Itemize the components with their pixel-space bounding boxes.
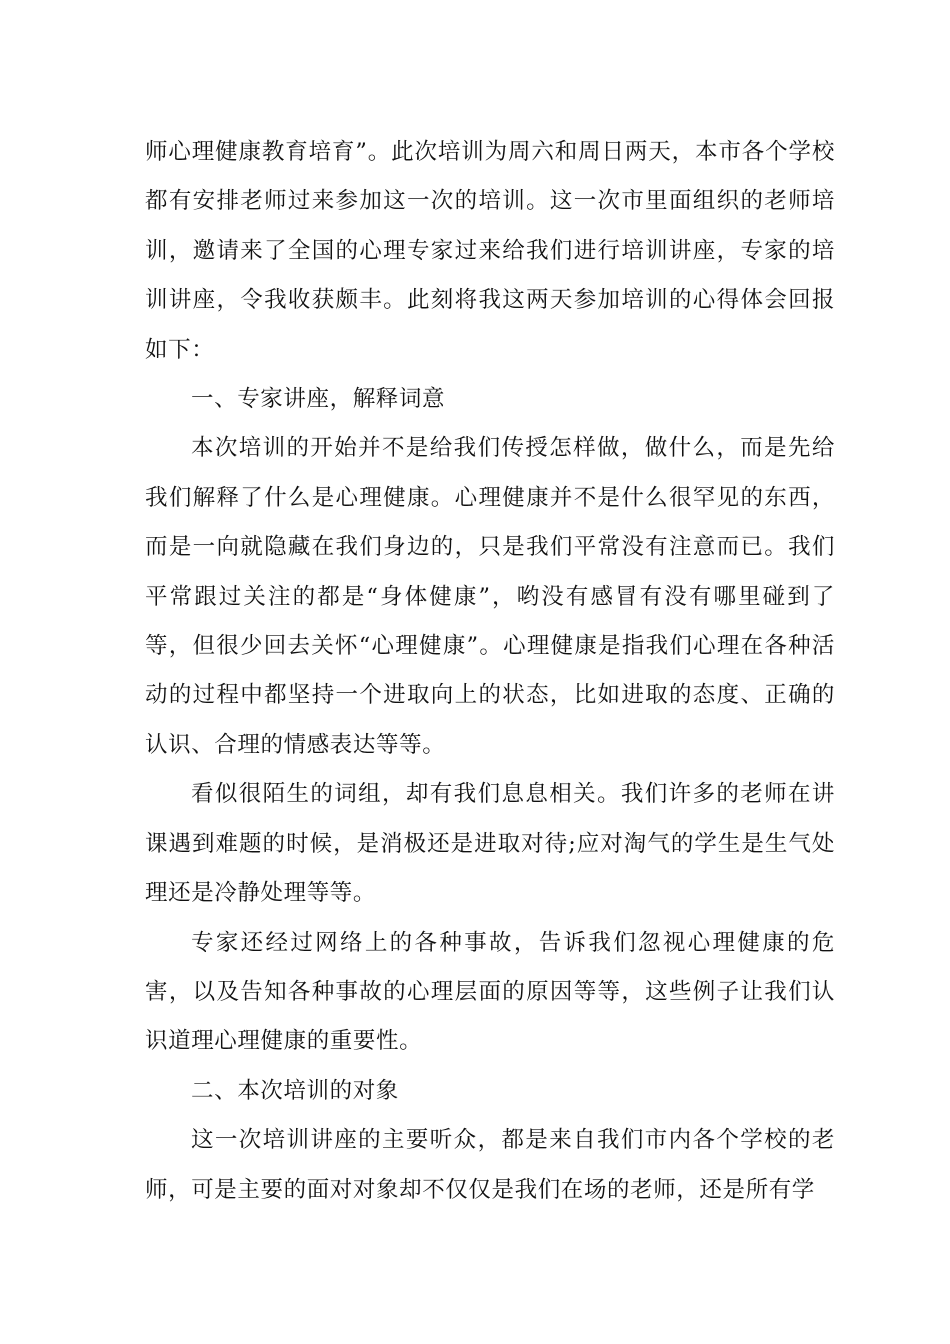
paragraph-definition: 本次培训的开始并不是给我们传授怎样做，做什么，而是先给我们解释了什么是心理健康。心理健康并不是什么很罕见的东西，而是一向就隐藏在我们身边的，只是我们平常没有注意而已。我们平常跟过关注的都是“身体健康”，哟没有感冒有没有哪里碰到了等，但很少回去关怀“心理健康”。心理健康是指我们心理在各种活动的过程中都坚持一个进取向上的状态，比如进取的态度、正确的认识、合理的情感表达等等。 [145,435,835,758]
section-heading-1: 一、专家讲座，解释词意 [191,386,446,413]
paragraph-examples: 专家还经过网络上的各种事故，告诉我们忽视心理健康的危害，以及告知各种事故的心理层面的原因等等，这些例子让我们认识道理心理健康的重要性。 [145,929,835,1055]
paragraph-relevance: 看似很陌生的词组，却有我们息息相关。我们许多的老师在讲课遇到难题的时候，是消极还是进取对待;应对淘气的学生是生气处理还是冷静处理等等。 [145,781,835,907]
paragraph-audience: 这一次培训讲座的主要听众，都是来自我们市内各个学校的老师，可是主要的面对对象却不仅仅是我们在场的老师，还是所有学 [145,1127,835,1203]
paragraph-continuation: 师心理健康教育培育”。此次培训为周六和周日两天，本市各个学校都有安排老师过来参加这一次的培训。这一次市里面组织的老师培训，邀请来了全国的心理专家过来给我们进行培训讲座，专家的培训讲座，令我收获颇丰。此刻将我这两天参加培训的心得体会回报如下： [145,139,835,363]
document-body [145,128,835,1215]
section-heading-2: 二、本次培训的对象 [191,1077,399,1104]
